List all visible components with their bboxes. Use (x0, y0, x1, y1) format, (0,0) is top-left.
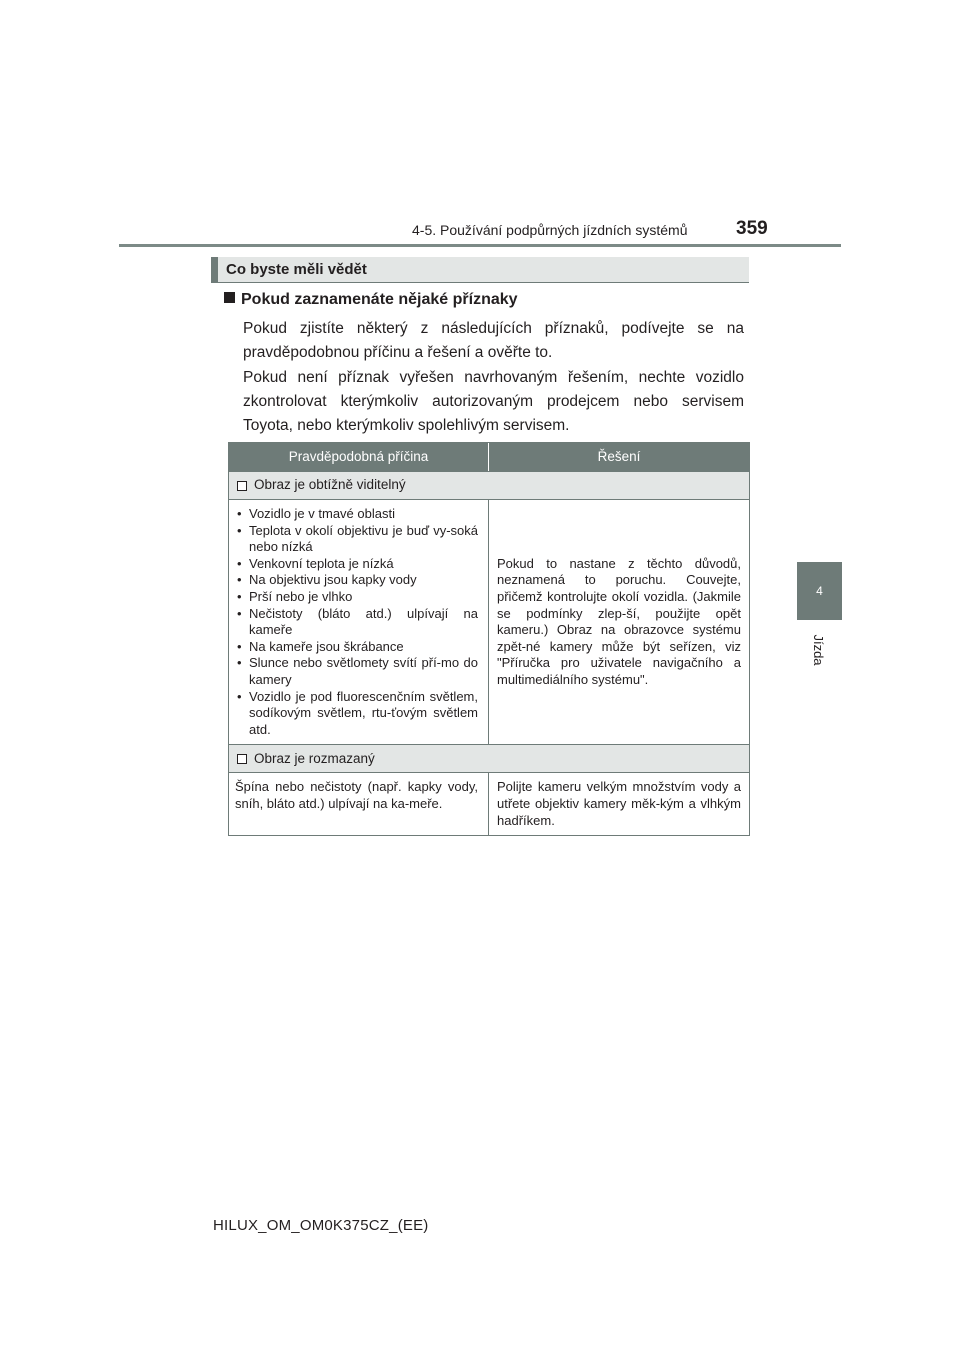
cause-item: • Teplota v okolí objektivu je buď vy-soká nebo nízká (235, 523, 478, 556)
group-title: Obraz je rozmazaný (254, 750, 375, 766)
group-title: Obraz je obtížně viditelný (254, 477, 406, 493)
table-row (229, 773, 749, 835)
solution-text: Pokud to nastane z těchto důvodů, neznamená to poruchu. Couvejte, přičemž kontrolujte okolí vozidla. (Jakmile se podmínky zlep-ší, použijte opět kameru.) Obraz na obrazovce systému zpět-né kamery může být seřízen, viz "Příručka pro uživatele navigačního a multimediálního systému". (497, 555, 741, 687)
subheading (224, 291, 518, 309)
section-banner (211, 257, 749, 283)
table-row (229, 500, 749, 745)
chapter-label: Jízda (811, 634, 826, 666)
troubleshooting-table (228, 442, 750, 836)
table-group-row (229, 472, 749, 500)
cause-text: Špína nebo nečistoty (např. kapky vody, sníh, bláto atd.) ulpívají na ka-meře. (235, 779, 478, 811)
table-header-solution: Řešení (597, 448, 641, 464)
subheading-text: Pokud zaznamenáte nějaké příznaky (241, 291, 518, 308)
cause-cell (229, 773, 489, 835)
solution-text: Polijte kameru velkým množstvím vody a utřete objektiv kamery měk-kým a vlhkým hadříkem. (497, 779, 741, 828)
square-bullet-icon (224, 292, 235, 303)
table-header-cause: Pravděpodobná příčina (229, 443, 489, 471)
header-rule (119, 244, 841, 247)
page-header-title: 4-5. Používání podpůrných jízdních systémů (412, 222, 688, 238)
section-title: Co byste měli vědět (226, 261, 367, 278)
chapter-tab: 4 (797, 562, 842, 620)
cause-item: • Na kameře jsou škrábance (235, 639, 478, 656)
cause-item: • Prší nebo je vlhko (235, 589, 478, 606)
solution-cell (489, 773, 749, 835)
table-group-row (229, 745, 749, 773)
cause-item: • Na objektivu jsou kapky vody (235, 572, 478, 589)
cause-item: • Slunce nebo světlomety svítí pří-mo do kamery (235, 655, 478, 688)
cause-item: • Vozidlo je v tmavé oblasti (235, 506, 478, 523)
paragraph-2: Pokud není příznak vyřešen navrhovaným řešením, nechte vozidlo zkontrolovat kterýmkoliv autorizovaným prodejcem nebo servisem Toyota, nebo kterýmkoliv spolehlivým servisem. (243, 369, 744, 434)
cause-cell (229, 500, 489, 744)
page-number: 359 (736, 218, 768, 239)
checkbox-icon (237, 481, 247, 491)
cause-list (235, 506, 478, 738)
cause-item: • Vozidlo je pod fluorescenčním světlem, sodíkovým světlem, rtu-ťovým světlem atd. (235, 689, 478, 739)
cause-item: • Venkovní teplota je nízká (235, 556, 478, 573)
table-header-row (229, 443, 749, 472)
footer-document-code: HILUX_OM_OM0K375CZ_(EE) (213, 1217, 429, 1234)
paragraph-1: Pokud zjistíte některý z následujících příznaků, podívejte se na pravděpodobnou příčinu a řešení a ověřte to. (243, 320, 744, 361)
cause-item: • Nečistoty (bláto atd.) ulpívají na kameře (235, 606, 478, 639)
checkbox-icon (237, 754, 247, 764)
solution-cell (489, 500, 749, 744)
